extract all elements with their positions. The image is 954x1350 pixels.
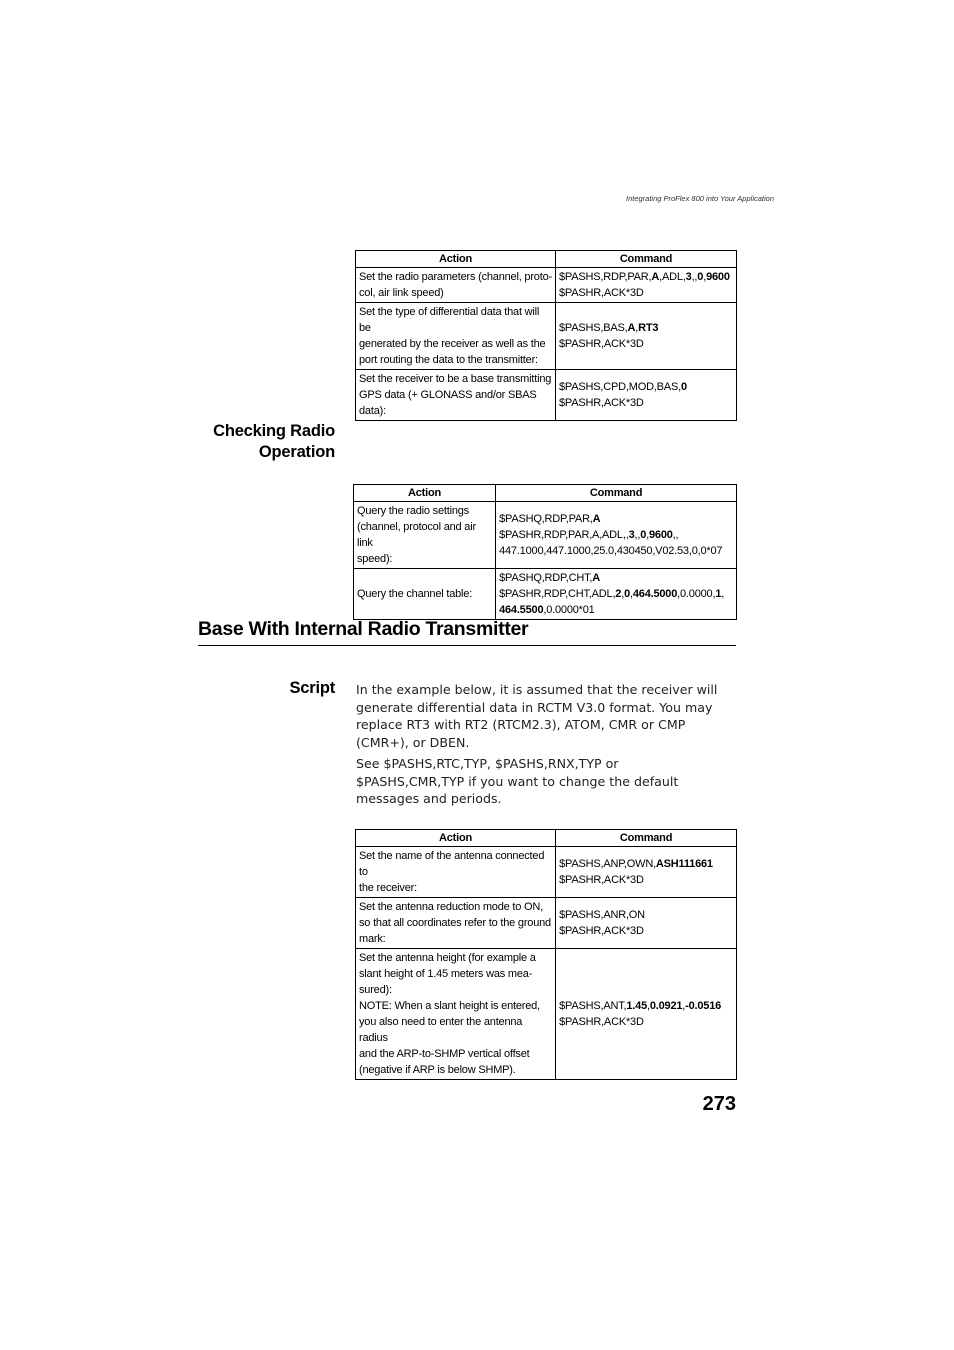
command-text: $PASHR,ACK*3D xyxy=(559,287,644,299)
script-body xyxy=(356,681,726,812)
page-number: 273 xyxy=(702,1093,736,1115)
command-text: $PASHR,RDP,CHT,ADL, xyxy=(499,588,616,600)
table-row xyxy=(356,847,737,898)
table-antenna-setup xyxy=(355,829,737,1080)
action-cell xyxy=(356,898,556,949)
command-line xyxy=(559,395,733,411)
running-header: Integrating ProFlex 800 into Your Application xyxy=(625,194,774,203)
command-value: A xyxy=(592,513,601,525)
command-line xyxy=(499,570,733,586)
command-text: $PASHR,ACK*3D xyxy=(559,874,644,886)
column-header-command: Command xyxy=(556,830,737,847)
action-line: and the ARP-to-SHMP vertical offset xyxy=(359,1048,530,1060)
table-radio-setup xyxy=(355,250,737,421)
command-text: $PASHS,CPD,MOD,BAS, xyxy=(559,381,681,393)
action-line: Query the channel table: xyxy=(357,588,473,600)
command-value: 0 xyxy=(640,529,647,541)
action-line: Query the radio settings xyxy=(357,505,469,517)
action-line: Set the antenna reduction mode to ON, xyxy=(359,901,543,913)
table-row xyxy=(354,502,737,569)
command-line xyxy=(499,511,733,527)
command-text: $PASHQ,RDP,PAR, xyxy=(499,513,593,525)
command-value: A xyxy=(627,322,636,334)
command-value: 464.5500 xyxy=(499,604,544,616)
command-cell xyxy=(556,949,737,1080)
heading-line: Checking Radio xyxy=(213,422,335,440)
command-value: RT3 xyxy=(638,322,659,334)
command-text: ,, xyxy=(634,529,641,541)
command-line xyxy=(559,856,733,872)
action-line: so that all coordinates refer to the ground xyxy=(359,917,551,929)
action-line: mark: xyxy=(359,933,386,945)
command-value: 1.45 xyxy=(626,1000,647,1012)
command-text: ,ADL, xyxy=(659,271,686,283)
command-text: $PASHQ,RDP,CHT, xyxy=(499,572,593,584)
action-line: data): xyxy=(359,405,386,417)
command-text: , xyxy=(721,588,725,600)
command-value: 9600 xyxy=(648,529,673,541)
command-value: 464.5000 xyxy=(632,588,678,600)
action-line: the receiver: xyxy=(359,882,417,894)
command-text: , xyxy=(646,529,649,541)
command-cell xyxy=(496,502,737,569)
command-cell xyxy=(556,268,737,303)
command-text: , xyxy=(646,1000,650,1012)
column-header-command: Command xyxy=(556,251,737,268)
action-line: Set the type of differential data that will be xyxy=(359,306,540,334)
action-line: sured): xyxy=(359,984,392,996)
command-text: $PASHS,ANT, xyxy=(559,1000,627,1012)
command-value: -0.0516 xyxy=(685,1000,722,1012)
command-text: $PASHS,ANP,OWN, xyxy=(559,858,656,870)
command-text: $PASHR,ACK*3D xyxy=(559,397,644,409)
command-value: 0 xyxy=(624,588,630,600)
action-line: generated by the receiver as well as the xyxy=(359,338,546,350)
command-cell xyxy=(556,847,737,898)
heading-script: Script xyxy=(289,679,335,697)
command-text: , xyxy=(703,271,707,283)
action-cell xyxy=(354,569,496,620)
command-value: 0.0921 xyxy=(649,1000,683,1012)
paragraph: See $PASHS,RTC,TYP, $PASHS,RNX,TYP or $PASHS,CMR,TYP if you want to change the default messages and periods. xyxy=(356,756,679,806)
action-line: speed): xyxy=(357,553,393,565)
command-line xyxy=(559,1014,733,1030)
command-text: , xyxy=(630,588,633,600)
command-cell xyxy=(556,898,737,949)
heading-line: Operation xyxy=(258,443,335,461)
column-header-action: Action xyxy=(354,485,496,502)
command-line xyxy=(559,872,733,888)
action-cell xyxy=(356,303,556,370)
action-line: you also need to enter the antenna radius xyxy=(359,1016,523,1044)
command-text: , xyxy=(635,322,639,334)
command-text: , xyxy=(621,588,625,600)
section-title: Base With Internal Radio Transmitter xyxy=(198,617,736,646)
action-line: NOTE: When a slant height is entered, xyxy=(359,1000,540,1012)
command-line xyxy=(559,379,733,395)
action-line: Set the radio parameters (channel, proto- xyxy=(359,271,552,283)
action-line: (channel, protocol and air link xyxy=(357,521,476,549)
table-row xyxy=(356,949,737,1080)
action-line: (negative if ARP is below SHMP). xyxy=(359,1064,516,1076)
command-value: 9600 xyxy=(706,271,730,283)
action-cell xyxy=(356,268,556,303)
command-line xyxy=(499,527,733,543)
command-value: A xyxy=(651,271,660,283)
heading-checking-radio-operation xyxy=(180,421,335,463)
command-line xyxy=(499,543,733,559)
command-text: ,, xyxy=(691,271,698,283)
action-cell xyxy=(356,847,556,898)
command-value: 1 xyxy=(715,588,722,600)
action-line: port routing the data to the transmitter: xyxy=(359,354,538,366)
command-text: $PASHS,ANR,ON xyxy=(559,909,645,921)
command-line xyxy=(559,336,733,352)
command-value: 3 xyxy=(628,529,635,541)
command-value: 2 xyxy=(615,588,622,600)
command-cell xyxy=(556,370,737,421)
command-value: 3 xyxy=(685,271,692,283)
command-text: $PASHR,ACK*3D xyxy=(559,925,644,937)
command-text: $PASHR,ACK*3D xyxy=(559,338,644,350)
action-line: Set the antenna height (for example a xyxy=(359,952,536,964)
table-row xyxy=(356,303,737,370)
command-text: ,, xyxy=(672,529,679,541)
command-value: A xyxy=(592,572,601,584)
command-cell xyxy=(556,303,737,370)
command-line xyxy=(559,998,733,1014)
command-value: 0 xyxy=(680,381,687,393)
command-text: ,0.0000*01 xyxy=(543,604,595,616)
action-line: Set the name of the antenna connected to xyxy=(359,850,545,878)
command-text: $PASHR,ACK*3D xyxy=(559,1016,644,1028)
command-cell xyxy=(496,569,737,620)
command-text: , xyxy=(682,1000,686,1012)
command-text: $PASHR,RDP,PAR,A,ADL,, xyxy=(499,529,629,541)
command-line xyxy=(559,320,733,336)
column-header-action: Action xyxy=(356,830,556,847)
action-line: Set the receiver to be a base transmitting xyxy=(359,373,552,385)
command-line xyxy=(559,285,733,301)
table-row xyxy=(356,898,737,949)
command-line xyxy=(499,586,733,602)
action-line: slant height of 1.45 meters was mea- xyxy=(359,968,533,980)
command-text: ,0.0000, xyxy=(677,588,716,600)
command-text: $PASHS,BAS, xyxy=(559,322,628,334)
column-header-command: Command xyxy=(496,485,737,502)
command-value: ASH111661 xyxy=(655,858,713,870)
command-text: $PASHS,RDP,PAR, xyxy=(559,271,652,283)
table-row xyxy=(354,569,737,620)
table-row xyxy=(356,268,737,303)
table-row xyxy=(356,370,737,421)
action-cell xyxy=(356,949,556,1080)
action-cell xyxy=(354,502,496,569)
command-line xyxy=(499,602,733,618)
command-value: 0 xyxy=(697,271,704,283)
column-header-action: Action xyxy=(356,251,556,268)
command-line xyxy=(559,907,733,923)
action-cell xyxy=(356,370,556,421)
action-line: GPS data (+ GLONASS and/or SBAS xyxy=(359,389,537,401)
command-line xyxy=(559,923,733,939)
action-line: col, air link speed) xyxy=(359,287,444,299)
command-text: 447.1000,447.1000,25.0,430450,V02.53,0,0*07 xyxy=(499,545,723,557)
paragraph: In the example below, it is assumed that the receiver will generate differential data in RCTM V3.0 format. You may replace RT3 with RT2 (RTCM2.3), ATOM, CMR or CMP (CMR+), or DBEN. xyxy=(356,682,718,750)
table-radio-check xyxy=(353,484,737,620)
command-line xyxy=(559,269,733,285)
